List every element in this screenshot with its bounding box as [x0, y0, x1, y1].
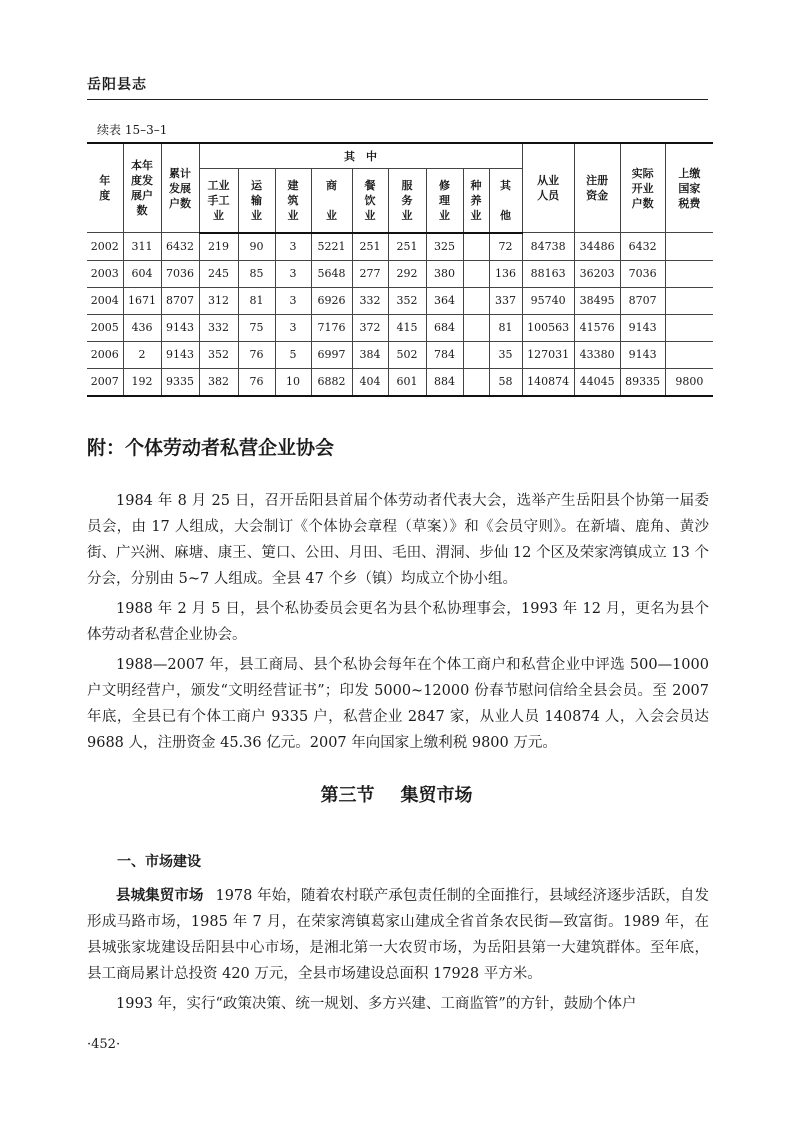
table-cell: 88163 — [522, 260, 574, 287]
table-cell: 136 — [489, 260, 522, 287]
table-cell: 2007 — [87, 368, 123, 396]
header-year: 年 度 — [87, 143, 123, 233]
table-cell: 9143 — [620, 314, 665, 341]
table-cell — [463, 287, 489, 314]
table-cell: 2003 — [87, 260, 123, 287]
table-cell: 9335 — [161, 368, 199, 396]
section-paragraph-2: 1993 年，实行“政策决策、统一规划、多方兴建、工商监管”的方针，鼓励个体户 — [116, 996, 637, 1012]
table-cell: 2004 — [87, 287, 123, 314]
table-cell: 3 — [275, 233, 311, 261]
table-cell: 41576 — [574, 314, 620, 341]
section-paragraph-1 — [87, 883, 709, 987]
header-transport: 运 输 业 — [238, 169, 275, 233]
table-cell: 6997 — [311, 341, 352, 368]
table-row — [87, 314, 713, 341]
table-cell: 2006 — [87, 341, 123, 368]
appendix-paragraph-2: 1988 年 2 月 5 日，县个私协委员会更名为县个私协理事会，1993 年 12 月，更名为县个体劳动者私营企业协会。 — [87, 601, 709, 643]
header-active-households: 实际 开业 户数 — [620, 143, 665, 233]
table-cell — [463, 260, 489, 287]
table-cell: 89335 — [620, 368, 665, 396]
table-cell: 6926 — [311, 287, 352, 314]
table-cell: 127031 — [522, 341, 574, 368]
table-cell: 325 — [426, 233, 463, 261]
table-cell: 382 — [199, 368, 238, 396]
table-cell: 292 — [388, 260, 426, 287]
table-cell: 10 — [275, 368, 311, 396]
table-cell: 90 — [238, 233, 275, 261]
header-construction: 建 筑 业 — [275, 169, 311, 233]
table-cell: 76 — [238, 341, 275, 368]
header-services: 服 务 业 — [388, 169, 426, 233]
table-cell: 251 — [388, 233, 426, 261]
table-cell: 332 — [199, 314, 238, 341]
table-cell — [463, 341, 489, 368]
table-cell: 502 — [388, 341, 426, 368]
lead-term: 县城集贸市场 — [116, 888, 204, 904]
subsection-heading: 一、市场建设 — [117, 854, 201, 870]
table-cell: 312 — [199, 287, 238, 314]
table-cell: 81 — [238, 287, 275, 314]
section-heading — [0, 781, 793, 807]
table-cell: 352 — [388, 287, 426, 314]
header-catering: 餐 饮 业 — [352, 169, 388, 233]
table-cell: 3 — [275, 314, 311, 341]
table-cell: 245 — [199, 260, 238, 287]
table-cell: 100563 — [522, 314, 574, 341]
table-cell: 2005 — [87, 314, 123, 341]
table-cell: 601 — [388, 368, 426, 396]
section-title: 集贸市场 — [400, 785, 473, 806]
table-cell: 9143 — [620, 341, 665, 368]
table-cell: 2 — [123, 341, 161, 368]
table-cell: 415 — [388, 314, 426, 341]
table-cell: 684 — [426, 314, 463, 341]
table-cell: 8707 — [161, 287, 199, 314]
table-cell: 311 — [123, 233, 161, 261]
table-cell: 95740 — [522, 287, 574, 314]
table-row — [87, 287, 713, 314]
table-cell — [665, 287, 713, 314]
table-cell: 2002 — [87, 233, 123, 261]
table-cell: 7036 — [161, 260, 199, 287]
statistics-table — [87, 142, 713, 397]
table-cell: 85 — [238, 260, 275, 287]
table-cell: 380 — [426, 260, 463, 287]
table-cell: 604 — [123, 260, 161, 287]
table-body — [87, 233, 713, 396]
table-cell: 140874 — [522, 368, 574, 396]
table-cell: 436 — [123, 314, 161, 341]
table-cell: 337 — [489, 287, 522, 314]
appendix-paragraph-1: 1984 年 8 月 25 日，召开岳阳县首届个体劳动者代表大会，选举产生岳阳县个协第一届委员会，由 17 人组成，大会制订《个体协会章程（草案）》和《会员守则》。在新墙、鹿角、黄沙街、广兴洲、麻塘、康王、筻口、公田、月田、毛田、渭洞、步仙 12 个区及荣家湾镇成立 13 个分会，分别由 5~7 人组成。全县 47 个乡（镇）均成立个协小组。 — [87, 493, 709, 587]
table-cell: 372 — [352, 314, 388, 341]
table-cell: 9143 — [161, 341, 199, 368]
table-cell: 192 — [123, 368, 161, 396]
table-cell: 81 — [489, 314, 522, 341]
table-cell — [463, 314, 489, 341]
table-cell: 7176 — [311, 314, 352, 341]
appendix-title: 附：个体劳动者私营企业协会 — [87, 437, 335, 459]
table-cell: 404 — [352, 368, 388, 396]
table-cell: 352 — [199, 341, 238, 368]
table-cell: 58 — [489, 368, 522, 396]
table-cell: 3 — [275, 287, 311, 314]
table-cell: 3 — [275, 260, 311, 287]
table-row — [87, 341, 713, 368]
table-cell: 35 — [489, 341, 522, 368]
table-cell: 251 — [352, 233, 388, 261]
table-cell: 72 — [489, 233, 522, 261]
table-cell: 6432 — [620, 233, 665, 261]
table-cell: 8707 — [620, 287, 665, 314]
table-row — [87, 260, 713, 287]
header-cumulative-households: 累计 发展 户数 — [161, 143, 199, 233]
table-cell: 384 — [352, 341, 388, 368]
table-cell: 9143 — [161, 314, 199, 341]
table-cell: 44045 — [574, 368, 620, 396]
header-rule — [87, 99, 708, 100]
table-cell — [665, 233, 713, 261]
section-paragraph-1-text: 1978 年始，随着农村联产承包责任制的全面推行，县域经济逐步活跃，自发形成马路市场，1985 年 7 月，在荣家湾镇葛家山建成全省首条农民街—致富街。1989 年，在县城张家垅建设岳阳县中心市场，是湘北第一大农贸市场，为岳阳县第一大建筑群体。至年底，县工商局累计总投资 420 万元，全县市场建设总面积 17928 平方米。 — [87, 888, 709, 982]
table-cell: 6432 — [161, 233, 199, 261]
header-group-of-which: 其 中 — [199, 143, 522, 169]
table-cell — [665, 314, 713, 341]
table-cell — [665, 341, 713, 368]
table-cell — [665, 260, 713, 287]
header-registered-capital: 注册 资金 — [574, 143, 620, 233]
table-cell: 76 — [238, 368, 275, 396]
table-cell: 5221 — [311, 233, 352, 261]
table-cell: 219 — [199, 233, 238, 261]
header-industry: 工业 手工 业 — [199, 169, 238, 233]
header-other: 其 他 — [489, 169, 522, 233]
header-commerce: 商 业 — [311, 169, 352, 233]
table-cell: 38495 — [574, 287, 620, 314]
header-repair: 修 理 业 — [426, 169, 463, 233]
table-cell: 5648 — [311, 260, 352, 287]
table-cell: 1671 — [123, 287, 161, 314]
table-cell: 784 — [426, 341, 463, 368]
table-cell: 75 — [238, 314, 275, 341]
table-cell: 6882 — [311, 368, 352, 396]
header-employees: 从业 人员 — [522, 143, 574, 233]
header-farming: 种 养 业 — [463, 169, 489, 233]
table-cell: 884 — [426, 368, 463, 396]
table-cell — [463, 233, 489, 261]
table-cell: 84738 — [522, 233, 574, 261]
table-cell: 364 — [426, 287, 463, 314]
table-cell: 9800 — [665, 368, 713, 396]
table-cell: 5 — [275, 341, 311, 368]
table-cell — [463, 368, 489, 396]
header-taxes-paid: 上缴 国家 税费 — [665, 143, 713, 233]
appendix-paragraph-3: 1988—2007 年，县工商局、县个私协会每年在个体工商户和私营企业中评选 500—1000 户文明经营户，颁发“文明经营证书”；印发 5000~12000 份春节慰问信给全县会员。至 2007 年底，全县已有个体工商户 9335 户，私营企业 2847 家，从业人员 140874 人，入会会员达 9688 人，注册资金 45.36 亿元。2007 年向国家上缴利税 9800 万元。 — [87, 657, 709, 751]
table-cell: 34486 — [574, 233, 620, 261]
table-cell: 277 — [352, 260, 388, 287]
running-head-book-title: 岳阳县志 — [87, 77, 147, 93]
table-row — [87, 368, 713, 396]
table-cell: 7036 — [620, 260, 665, 287]
table-row — [87, 233, 713, 261]
table-cell: 43380 — [574, 341, 620, 368]
table-cell: 36203 — [574, 260, 620, 287]
table-caption: 续表 15–3–1 — [97, 123, 168, 137]
page-number: ·452· — [87, 1037, 121, 1052]
section-number: 第三节 — [320, 785, 375, 806]
header-new-households: 本年 度发 展户 数 — [123, 143, 161, 233]
table-cell: 332 — [352, 287, 388, 314]
